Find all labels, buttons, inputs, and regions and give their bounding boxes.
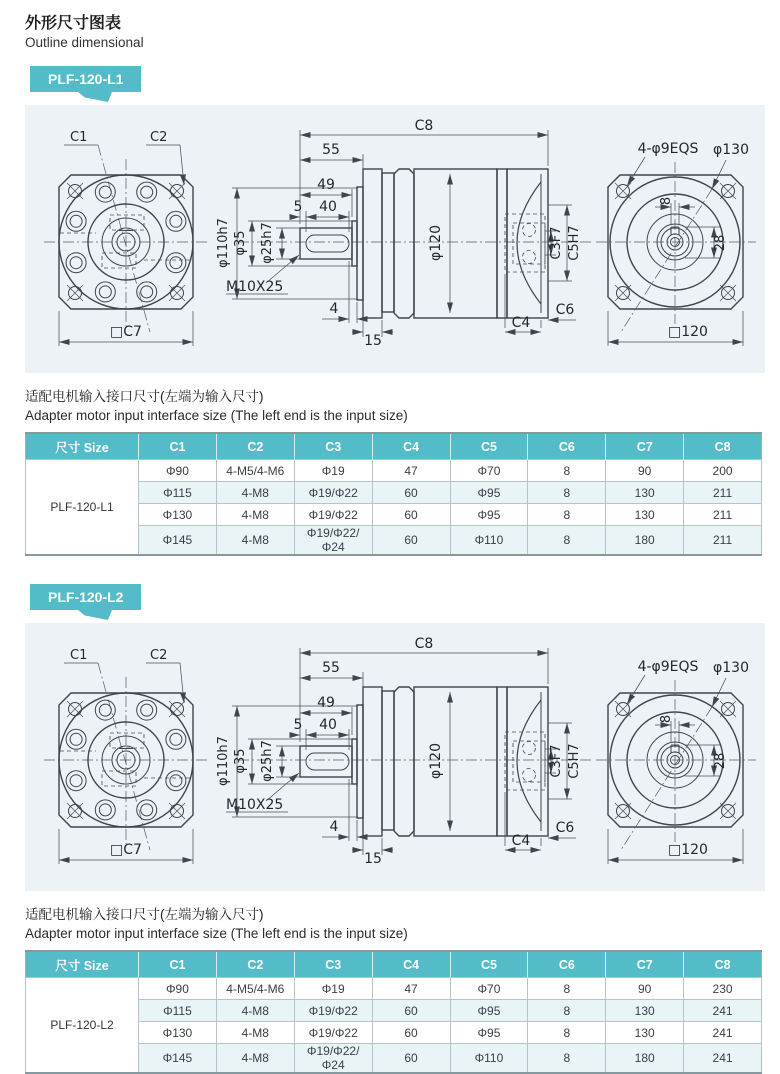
- label-40: 40: [319, 199, 337, 215]
- cell: Φ110: [450, 1044, 528, 1074]
- cell: 8: [528, 978, 606, 1000]
- label-40: 40: [319, 717, 337, 733]
- cell: 211: [684, 482, 762, 504]
- label-sq120: □120: [668, 842, 708, 858]
- cell: Φ95: [450, 1022, 528, 1044]
- caption-zh: 适配电机输入接口尺寸(左端为输入尺寸): [25, 389, 264, 404]
- page: [0, 10, 780, 1072]
- label-c3f7: C3F7: [549, 744, 564, 778]
- label-4: 4: [329, 819, 339, 835]
- cell: Φ19/Φ22: [294, 1022, 372, 1044]
- front-view: [44, 648, 208, 864]
- label-c4: C4: [511, 833, 531, 849]
- label-sq120: □120: [668, 324, 708, 340]
- col-c4: C4: [372, 433, 450, 460]
- label-phi25h7: φ25h7: [260, 740, 275, 782]
- label-c7: □C7: [110, 842, 142, 858]
- col-size: 尺寸 Size: [26, 433, 139, 460]
- label-c6: C6: [555, 820, 575, 836]
- label-phi110h7: φ110h7: [216, 736, 231, 786]
- label-c6: C6: [555, 302, 575, 318]
- cell: 8: [528, 460, 606, 482]
- col-c2: C2: [216, 951, 294, 978]
- col-c1: C1: [139, 951, 217, 978]
- cell: 90: [606, 460, 684, 482]
- label-c8: C8: [414, 636, 434, 652]
- model-badge-l1: PLF-120-L1: [30, 66, 141, 92]
- label-phi35: φ35: [233, 230, 248, 256]
- table-row: [26, 978, 762, 1000]
- label-m10x25: M10X25: [226, 279, 284, 295]
- col-c3: C3: [294, 951, 372, 978]
- cell: Φ19/Φ22: [294, 1000, 372, 1022]
- label-c2: C2: [150, 648, 168, 663]
- cell: 8: [528, 482, 606, 504]
- cell: 4-M8: [216, 1000, 294, 1022]
- cell: Φ95: [450, 482, 528, 504]
- rear-view: [596, 141, 756, 346]
- outline-drawing: [25, 105, 765, 373]
- cell: 4-M8: [216, 1022, 294, 1044]
- cell: 8: [528, 1000, 606, 1022]
- cell: 230: [684, 978, 762, 1000]
- col-c7: C7: [606, 951, 684, 978]
- drawing-panel-l1: [25, 105, 765, 373]
- table-header-row: [26, 951, 762, 978]
- label-c5h7: C5H7: [567, 225, 582, 261]
- cell: 211: [684, 504, 762, 526]
- label-55: 55: [322, 142, 340, 158]
- cell: 60: [372, 1000, 450, 1022]
- cell: 180: [606, 1044, 684, 1074]
- cell: 180: [606, 526, 684, 556]
- cell: Φ19/Φ22: [294, 482, 372, 504]
- label-c3f7: C3F7: [549, 226, 564, 260]
- cell: 130: [606, 482, 684, 504]
- caption-zh: 适配电机输入接口尺寸(左端为输入尺寸): [25, 907, 264, 922]
- cell: Φ19: [294, 978, 372, 1000]
- label-5: 5: [293, 717, 303, 733]
- label-49: 49: [317, 695, 335, 711]
- col-c1: C1: [139, 433, 217, 460]
- col-c3: C3: [294, 433, 372, 460]
- label-phi120: φ120: [428, 743, 444, 779]
- dimension-table-l1: [25, 432, 762, 556]
- cell: 200: [684, 460, 762, 482]
- front-view: [44, 130, 208, 346]
- label-phi130: φ130: [713, 660, 749, 676]
- col-c4: C4: [372, 951, 450, 978]
- label-c7: □C7: [110, 324, 142, 340]
- cell: Φ90: [139, 978, 217, 1000]
- label-c1: C1: [70, 130, 88, 145]
- label-4-phi9eqs: 4-φ9EQS: [637, 141, 699, 157]
- cell: Φ115: [139, 482, 217, 504]
- col-c8: C8: [684, 433, 762, 460]
- dimension-table-l2: [25, 950, 762, 1074]
- label-phi130: φ130: [713, 142, 749, 158]
- label-c1: C1: [70, 648, 88, 663]
- cell: 60: [372, 1022, 450, 1044]
- label-phi120: φ120: [428, 225, 444, 261]
- label-28: 28: [713, 234, 728, 252]
- section-view: [216, 118, 592, 349]
- model-cell: PLF-120-L1: [26, 460, 139, 556]
- label-8: 8: [659, 714, 674, 724]
- cell: 8: [528, 526, 606, 556]
- caption-en: Adapter motor input interface size (The left end is the input size): [25, 408, 408, 423]
- col-c5: C5: [450, 433, 528, 460]
- cell: 4-M8: [216, 1044, 294, 1074]
- page-title-zh: 外形尺寸图表: [25, 15, 122, 32]
- model-cell: PLF-120-L2: [26, 978, 139, 1074]
- cell: 130: [606, 1000, 684, 1022]
- col-c8: C8: [684, 951, 762, 978]
- cell: 211: [684, 526, 762, 556]
- label-28: 28: [713, 752, 728, 770]
- cell: Φ19: [294, 460, 372, 482]
- cell: Φ115: [139, 1000, 217, 1022]
- col-c6: C6: [528, 433, 606, 460]
- col-c5: C5: [450, 951, 528, 978]
- label-c5h7: C5H7: [567, 743, 582, 779]
- cell: 130: [606, 504, 684, 526]
- label-55: 55: [322, 660, 340, 676]
- cell: 8: [528, 504, 606, 526]
- caption-en: Adapter motor input interface size (The left end is the input size): [25, 926, 408, 941]
- cell: Φ130: [139, 1022, 217, 1044]
- cell: Φ145: [139, 1044, 217, 1074]
- cell: 4-M8: [216, 526, 294, 556]
- cell: Φ145: [139, 526, 217, 556]
- cell: 60: [372, 1044, 450, 1074]
- label-c8: C8: [414, 118, 434, 134]
- section-plf-120-l1: [0, 66, 780, 556]
- label-49: 49: [317, 177, 335, 193]
- label-15: 15: [364, 851, 382, 867]
- section-plf-120-l2: [0, 584, 780, 1074]
- label-c2: C2: [150, 130, 168, 145]
- cell: Φ70: [450, 978, 528, 1000]
- cell: 60: [372, 526, 450, 556]
- cell: Φ19/Φ22/Φ24: [294, 1044, 372, 1074]
- cell: 90: [606, 978, 684, 1000]
- cell: Φ110: [450, 526, 528, 556]
- cell: Φ90: [139, 460, 217, 482]
- cell: Φ130: [139, 504, 217, 526]
- label-phi35: φ35: [233, 748, 248, 774]
- cell: 47: [372, 460, 450, 482]
- cell: Φ19/Φ22: [294, 504, 372, 526]
- cell: 241: [684, 1044, 762, 1074]
- cell: 241: [684, 1022, 762, 1044]
- cell: 60: [372, 504, 450, 526]
- cell: 241: [684, 1000, 762, 1022]
- cell: 8: [528, 1044, 606, 1074]
- rear-view: [596, 659, 756, 864]
- section-view: [216, 636, 592, 867]
- label-4-phi9eqs: 4-φ9EQS: [637, 659, 699, 675]
- cell: 130: [606, 1022, 684, 1044]
- page-title-en: Outline dimensional: [25, 35, 144, 50]
- col-c6: C6: [528, 951, 606, 978]
- drawing-panel-l2: [25, 623, 765, 891]
- label-15: 15: [364, 333, 382, 349]
- cell: Φ70: [450, 460, 528, 482]
- table-row: [26, 460, 762, 482]
- outline-drawing: [25, 623, 765, 891]
- cell: 4-M5/4-M6: [216, 978, 294, 1000]
- label-5: 5: [293, 199, 303, 215]
- cell: 8: [528, 1022, 606, 1044]
- cell: Φ95: [450, 1000, 528, 1022]
- col-c2: C2: [216, 433, 294, 460]
- model-badge-l2: PLF-120-L2: [30, 584, 141, 610]
- label-phi25h7: φ25h7: [260, 222, 275, 264]
- cell: 4-M5/4-M6: [216, 460, 294, 482]
- label-4: 4: [329, 301, 339, 317]
- cell: 47: [372, 978, 450, 1000]
- label-c4: C4: [511, 315, 531, 331]
- col-size: 尺寸 Size: [26, 951, 139, 978]
- label-8: 8: [659, 196, 674, 206]
- label-m10x25: M10X25: [226, 797, 284, 813]
- cell: 60: [372, 482, 450, 504]
- col-c7: C7: [606, 433, 684, 460]
- cell: Φ95: [450, 504, 528, 526]
- cell: Φ19/Φ22/Φ24: [294, 526, 372, 556]
- label-phi110h7: φ110h7: [216, 218, 231, 268]
- table-header-row: [26, 433, 762, 460]
- cell: 4-M8: [216, 504, 294, 526]
- cell: 4-M8: [216, 482, 294, 504]
